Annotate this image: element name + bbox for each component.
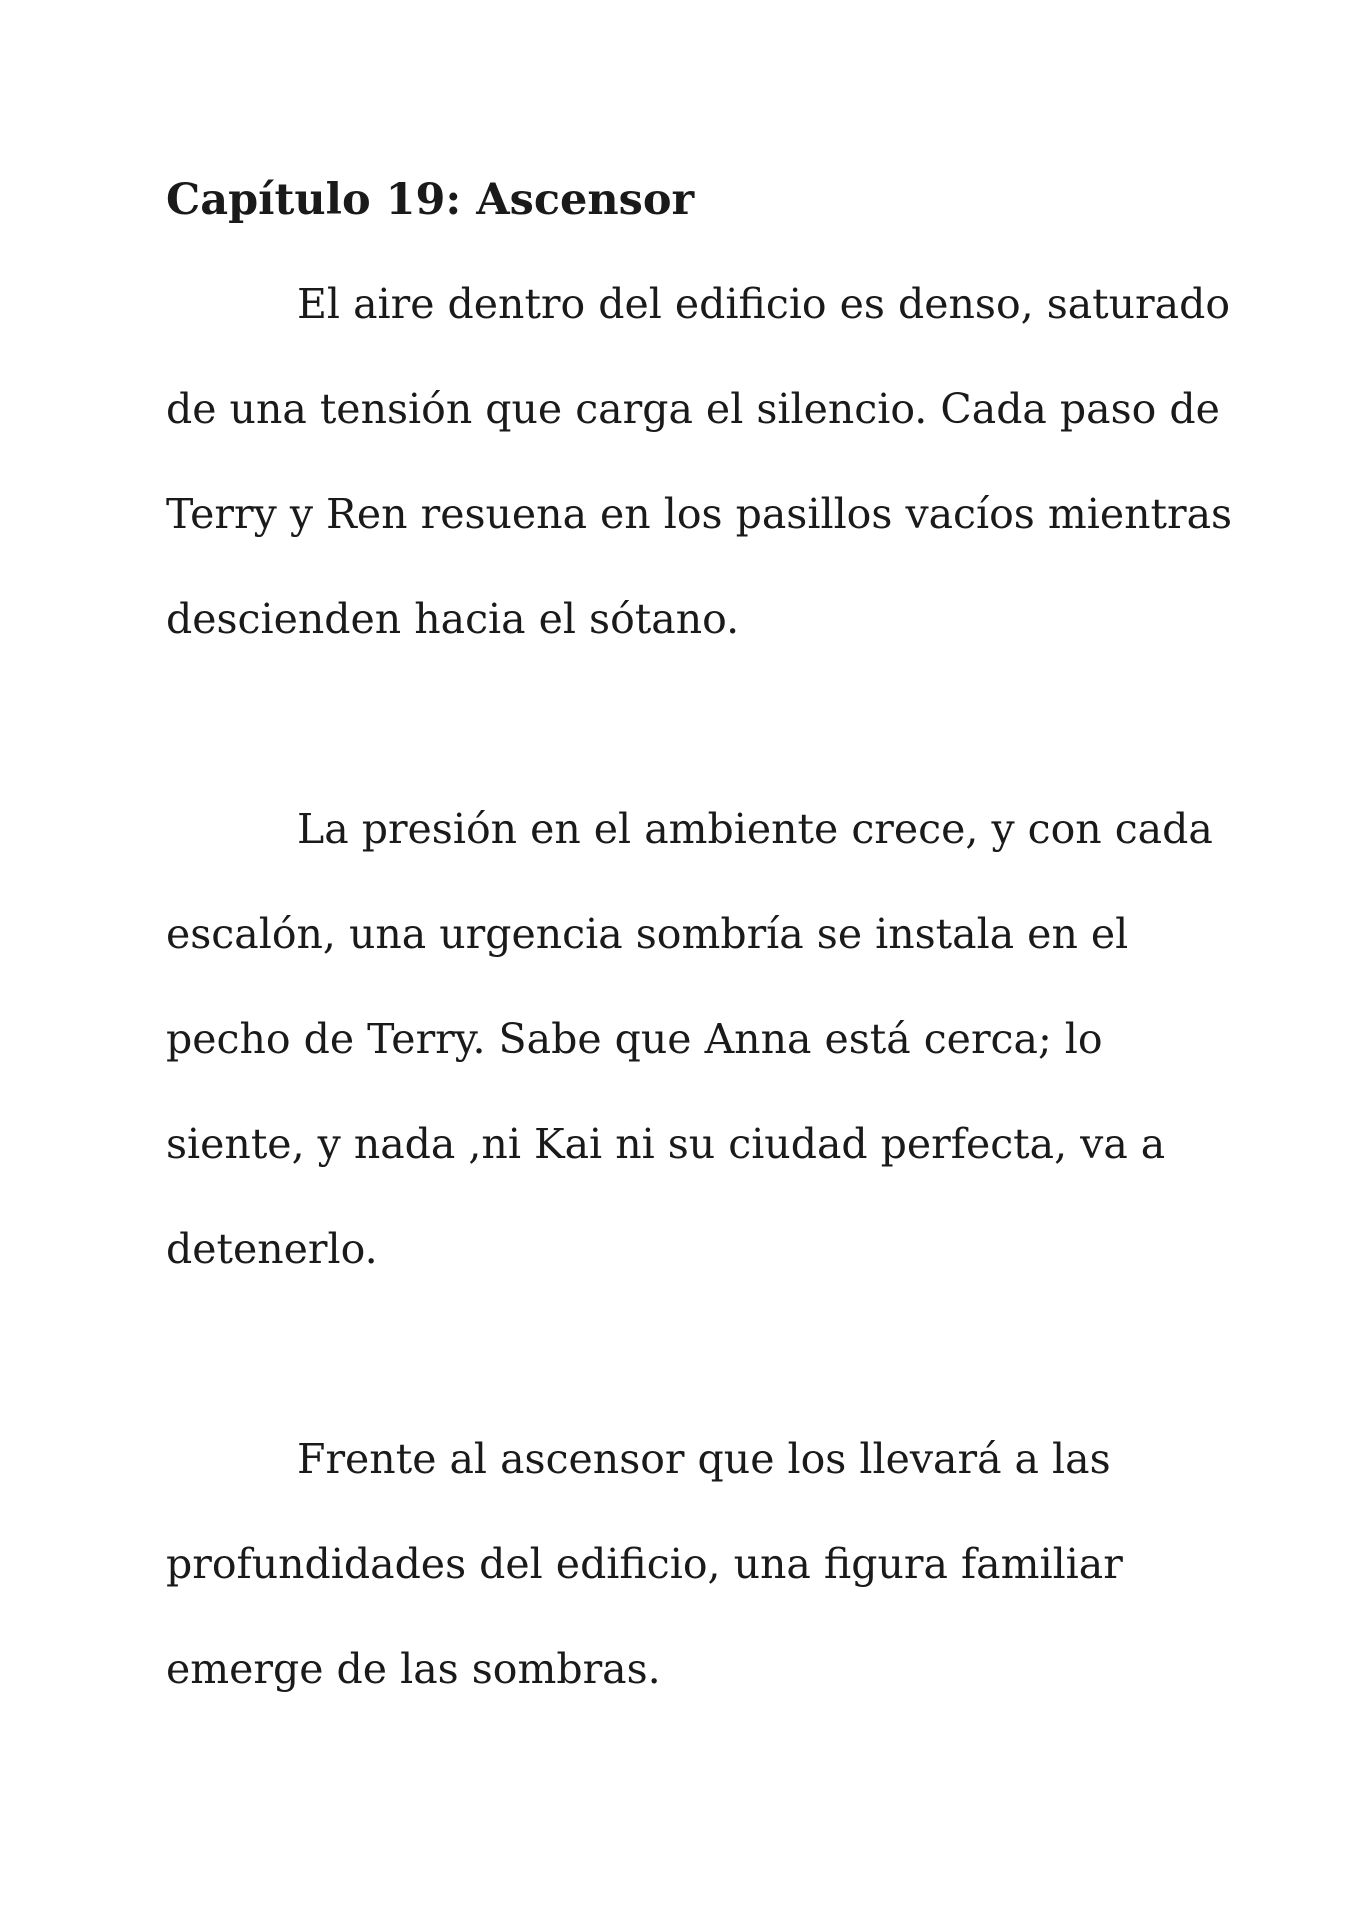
paragraph-line: Terry y Ren resuena en los pasillos vacíos mientras xyxy=(166,490,1233,538)
paragraph-line: escalón, una urgencia sombría se instala en el xyxy=(166,910,1129,958)
paragraph-line: siente, y nada ,ni Kai ni su ciudad perfecta, va a xyxy=(166,1120,1166,1168)
paragraph-line: El aire dentro del edificio es denso, saturado xyxy=(297,280,1231,328)
paragraph-line: profundidades del edificio, una figura familiar xyxy=(166,1540,1123,1588)
paragraph-line: pecho de Terry. Sabe que Anna está cerca; lo xyxy=(166,1015,1103,1063)
paragraph-line: La presión en el ambiente crece, y con cada xyxy=(297,805,1213,853)
paragraph-line: descienden hacia el sótano. xyxy=(166,595,740,643)
paragraph-line: Frente al ascensor que los llevará a las xyxy=(297,1435,1111,1483)
paragraph-line: de una tensión que carga el silencio. Cada paso de xyxy=(166,385,1220,433)
chapter-title: Capítulo 19: Ascensor xyxy=(166,175,695,225)
paragraph-line: emerge de las sombras. xyxy=(166,1645,661,1693)
paragraph-line: detenerlo. xyxy=(166,1225,378,1273)
